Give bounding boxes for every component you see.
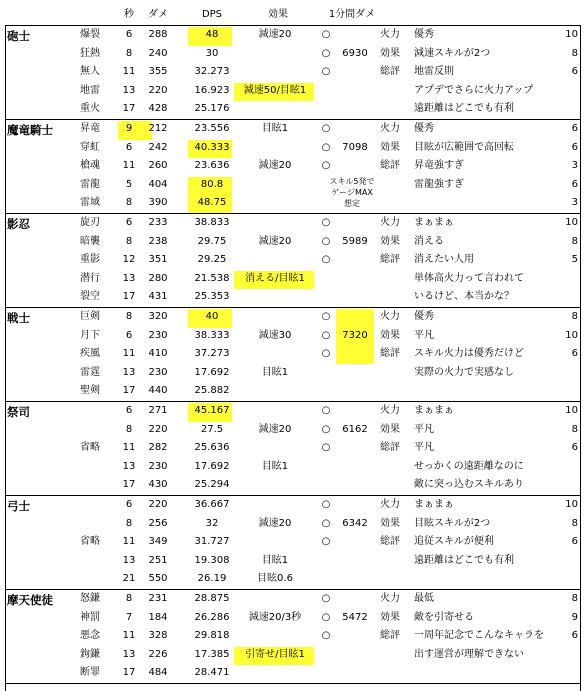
rating-number: 6: [571, 66, 578, 77]
rating-number: 6: [571, 141, 578, 153]
dps-value: 16.923: [194, 84, 230, 96]
rating-number: 9: [571, 611, 578, 623]
per-minute-damage: 7098: [342, 141, 368, 153]
group-name: 摩天使徒: [7, 593, 53, 607]
note-label: 総評: [380, 442, 400, 453]
dps-value: 40.333: [194, 141, 230, 153]
note-label: 効果: [380, 329, 400, 341]
dps-value: 40: [205, 311, 219, 322]
note-label: 効果: [380, 235, 400, 247]
per-minute-damage: 6930: [342, 47, 368, 59]
skill-name: 省略: [80, 442, 100, 453]
cooldown-sec: 6: [125, 499, 133, 510]
skill-name: 裂空: [80, 291, 100, 302]
note-text: せっかくの遠距離なのに: [414, 460, 524, 472]
cooldown-sec: 13: [122, 84, 136, 96]
skill-name: 無人: [80, 66, 100, 77]
effect: 目眩1: [261, 366, 289, 378]
group-name: 砲士: [7, 29, 30, 43]
rating-number: 8: [571, 235, 578, 247]
circle-mark: ○: [321, 47, 331, 59]
per-minute-damage: 7320: [342, 329, 368, 341]
cooldown-sec: 11: [122, 66, 136, 77]
skill-name: 重火: [80, 103, 100, 114]
rating-number: 8: [571, 423, 578, 435]
note-text: 優秀: [414, 123, 434, 134]
frame-right: [580, 25, 581, 691]
effect: 目眩0.6: [257, 573, 293, 584]
skill-name: 地雷: [80, 84, 100, 96]
circle-mark: ○: [321, 123, 331, 134]
dps-value: 28.875: [194, 593, 230, 604]
dps-value: 45.167: [194, 405, 230, 416]
note-label: 火力: [380, 593, 400, 604]
note-text: 地雷反則: [414, 66, 454, 77]
cooldown-sec: 8: [125, 593, 133, 604]
damage: 428: [148, 103, 168, 114]
note-text: 昇竜強すぎ: [414, 160, 464, 171]
group-name: 魔竜騎士: [7, 123, 53, 137]
group-divider: [5, 401, 581, 402]
note-label: 火力: [380, 499, 400, 510]
damage: 288: [148, 29, 168, 40]
per-minute-note: ゲージMAX: [331, 187, 373, 197]
skill-name: 悪念: [80, 630, 100, 641]
header-sec: 秒: [124, 9, 134, 20]
note-text: いるけど、本当かな？: [414, 291, 514, 302]
note-text: 減速スキルが2つ: [414, 47, 491, 59]
skill-name: 神罰: [80, 611, 100, 623]
rating-number: 10: [565, 217, 578, 228]
note-label: 火力: [380, 217, 400, 228]
rating-number: 5: [571, 254, 578, 265]
note-text: 雷龍強すぎ: [414, 178, 464, 190]
skill-name: 疾風: [80, 348, 100, 359]
cooldown-sec: 11: [122, 536, 136, 547]
note-text: 平凡: [414, 329, 434, 341]
dps-value: 36.667: [194, 499, 230, 510]
damage: 431: [148, 291, 168, 302]
dps-value: 17.692: [194, 460, 230, 472]
note-label: 効果: [380, 517, 400, 529]
effect: 減速20: [258, 29, 292, 40]
note-text: アプデでさらに火力アップ: [414, 84, 534, 96]
circle-mark: ○: [321, 254, 331, 265]
cooldown-sec: 11: [122, 630, 136, 641]
damage: 212: [148, 123, 168, 134]
note-label: 効果: [380, 423, 400, 435]
circle-mark: ○: [321, 348, 331, 359]
damage: 328: [148, 630, 168, 641]
skill-name: 巨剣: [80, 311, 100, 322]
circle-mark: ○: [321, 593, 331, 604]
damage: 242: [148, 141, 168, 153]
per-minute-damage: 5989: [342, 235, 368, 247]
note-label: 総評: [380, 160, 400, 171]
effect: 目眩1: [261, 554, 289, 566]
note-text: 敵を引寄せる: [414, 611, 474, 623]
frame-bottom: [5, 683, 581, 684]
dps-value: 23.636: [194, 160, 230, 171]
group-divider: [5, 307, 581, 308]
circle-mark: ○: [321, 329, 331, 341]
note-text: 平凡: [414, 423, 434, 435]
effect: 目眩1: [261, 460, 289, 472]
damage: 430: [148, 479, 168, 490]
cooldown-sec: 13: [122, 460, 136, 472]
damage: 351: [148, 254, 168, 265]
circle-mark: ○: [321, 29, 331, 40]
circle-mark: ○: [321, 66, 331, 77]
note-text: 平凡: [414, 442, 434, 453]
skill-name: 爆裂: [80, 29, 100, 40]
cooldown-sec: 17: [122, 291, 136, 302]
damage: 404: [148, 178, 168, 190]
cooldown-sec: 11: [122, 348, 136, 359]
skill-name: 重影: [80, 254, 100, 265]
rating-number: 8: [571, 311, 578, 322]
damage: 410: [148, 348, 168, 359]
damage: 320: [148, 311, 168, 322]
group-divider: [5, 495, 581, 496]
dps-value: 38.333: [194, 329, 230, 341]
cooldown-sec: 13: [122, 648, 136, 660]
circle-mark: ○: [321, 611, 331, 623]
note-text: 単体高火力って言われて: [414, 272, 524, 284]
note-text: 一周年記念でこんなキャラを: [414, 630, 544, 641]
note-label: 総評: [380, 630, 400, 641]
cooldown-sec: 17: [122, 479, 136, 490]
skill-name: 暗襲: [80, 235, 100, 247]
damage: 226: [148, 648, 168, 660]
circle-mark: ○: [321, 536, 331, 547]
rating-number: 6: [571, 178, 578, 190]
dps-value: 25.294: [194, 479, 230, 490]
effect: 消える/目眩1: [245, 272, 305, 284]
effect: 減速20: [258, 160, 292, 171]
rating-number: 10: [565, 405, 578, 416]
note-text: 目眩スキルが2つ: [414, 517, 491, 529]
dps-value: 26.19: [197, 573, 227, 584]
rating-number: 10: [565, 499, 578, 510]
circle-mark: ○: [321, 499, 331, 510]
cooldown-sec: 17: [122, 667, 136, 678]
circle-mark: ○: [321, 235, 331, 247]
rating-number: 8: [571, 517, 578, 529]
group-divider: [5, 25, 581, 26]
cooldown-sec: 8: [125, 423, 133, 435]
cooldown-sec: 6: [125, 141, 133, 153]
dps-value: 26.286: [194, 611, 230, 623]
cooldown-sec: 11: [122, 160, 136, 171]
note-text: 遠距離はどこでも有利: [414, 103, 514, 114]
skill-name: 怒鎌: [80, 593, 100, 604]
skill-name: 潜行: [80, 272, 100, 284]
note-text: まぁまぁ: [414, 405, 454, 416]
circle-mark: ○: [321, 311, 331, 322]
cooldown-sec: 6: [125, 29, 133, 40]
damage: 233: [148, 217, 168, 228]
note-text: 優秀: [414, 311, 434, 322]
header-effect: 効果: [268, 9, 288, 20]
skill-name: 月下: [80, 329, 100, 341]
skill-name: 聖剣: [80, 385, 100, 396]
note-text: 追従スキルが便利: [414, 536, 494, 547]
rating-number: 6: [571, 442, 578, 453]
effect: 目眩1: [261, 123, 289, 134]
note-label: 効果: [380, 141, 400, 153]
rating-number: 3: [571, 197, 578, 208]
cooldown-sec: 13: [122, 272, 136, 284]
dps-value: 80.8: [200, 178, 224, 190]
damage: 220: [148, 84, 168, 96]
damage: 390: [148, 197, 168, 208]
skill-name: 雷域: [80, 197, 100, 208]
note-text: 出す運営が理解できない: [414, 648, 524, 660]
note-text: 敵に突っ込むスキルあり: [414, 479, 524, 490]
effect: 減速20: [258, 517, 292, 529]
damage: 240: [148, 47, 168, 59]
note-label: 火力: [380, 311, 400, 322]
cooldown-sec: 6: [125, 217, 133, 228]
cooldown-sec: 11: [122, 442, 136, 453]
circle-mark: ○: [321, 442, 331, 453]
damage: 230: [148, 366, 168, 378]
rating-number: 6: [571, 123, 578, 134]
dps-value: 19.308: [194, 554, 230, 566]
skill-name: 穿虹: [80, 141, 100, 153]
rating-number: 6: [571, 536, 578, 547]
group-name: 戦士: [7, 311, 30, 325]
dps-value: 29.75: [197, 235, 227, 247]
note-text: 遠距離はどこでも有利: [414, 554, 514, 566]
damage: 440: [148, 385, 168, 396]
note-label: 効果: [380, 611, 400, 623]
dps-value: 17.692: [194, 366, 230, 378]
group-divider: [5, 589, 581, 590]
circle-mark: ○: [321, 217, 331, 228]
circle-mark: ○: [321, 630, 331, 641]
dps-value: 17.385: [194, 648, 230, 660]
note-text: スキル火力は優秀だけど: [414, 348, 524, 359]
per-minute-note: スキル5発で: [329, 176, 375, 186]
dps-value: 21.538: [194, 272, 230, 284]
damage: 282: [148, 442, 168, 453]
circle-mark: ○: [321, 160, 331, 171]
header-dps: DPS: [201, 9, 223, 20]
note-text: まぁまぁ: [414, 217, 454, 228]
group-name: 祭司: [7, 405, 30, 419]
effect: 減速30: [258, 329, 292, 341]
effect: 減速20/3秒: [248, 611, 302, 623]
cooldown-sec: 8: [125, 311, 133, 322]
note-label: 総評: [380, 66, 400, 77]
effect: 減速50/目眩1: [243, 84, 307, 96]
dps-value: 29.818: [194, 630, 230, 641]
damage: 484: [148, 667, 168, 678]
damage: 230: [148, 329, 168, 341]
cooldown-sec: 13: [122, 366, 136, 378]
cooldown-sec: 21: [122, 573, 136, 584]
damage: 220: [148, 499, 168, 510]
frame-left: [5, 25, 6, 691]
note-label: 火力: [380, 123, 400, 134]
damage: 349: [148, 536, 168, 547]
dps-value: 28.471: [194, 667, 230, 678]
group-divider: [5, 213, 581, 214]
skill-name: 旋刃: [80, 217, 100, 228]
per-minute-note: 想定: [344, 198, 360, 208]
skill-name: 省略: [80, 536, 100, 547]
skill-name: 雷霆: [80, 366, 100, 378]
cooldown-sec: 6: [125, 405, 133, 416]
note-text: 実際の火力で実感なし: [414, 366, 514, 378]
per-minute-damage: 6342: [342, 517, 368, 529]
note-label: 総評: [380, 348, 400, 359]
note-text: 優秀: [414, 29, 434, 40]
skill-name: 狂熱: [80, 47, 100, 59]
cooldown-sec: 6: [125, 329, 133, 341]
dps-value: 30: [205, 47, 219, 59]
rating-number: 8: [571, 593, 578, 604]
circle-mark: ○: [321, 405, 331, 416]
effect: 減速20: [258, 423, 292, 435]
skill-name: 槍魂: [80, 160, 100, 171]
note-text: 目眩が広範囲で高回転: [414, 141, 514, 153]
damage: 251: [148, 554, 168, 566]
note-label: 総評: [380, 254, 400, 265]
dps-value: 48: [205, 29, 219, 40]
cooldown-sec: 8: [125, 47, 133, 59]
circle-mark: ○: [321, 141, 331, 153]
cooldown-sec: 7: [125, 611, 133, 623]
circle-mark: ○: [321, 517, 331, 529]
dps-value: 48.75: [197, 197, 227, 208]
header-damage: ダメ: [148, 9, 168, 20]
damage: 550: [148, 573, 168, 584]
cooldown-sec: 17: [122, 385, 136, 396]
damage: 238: [148, 235, 168, 247]
skill-name: 雷龍: [80, 178, 100, 190]
header-per-minute: 1分間ダメ: [328, 9, 376, 20]
damage: 256: [148, 517, 168, 529]
damage: 231: [148, 593, 168, 604]
dps-value: 23.556: [194, 123, 230, 134]
damage: 260: [148, 160, 168, 171]
damage: 230: [148, 460, 168, 472]
note-text: 消えたい人用: [414, 254, 474, 265]
rating-number: 6: [571, 630, 578, 641]
circle-mark: ○: [321, 423, 331, 435]
skill-name: 鉤鎌: [80, 648, 100, 660]
group-divider: [5, 119, 581, 120]
rating-number: 6: [571, 348, 578, 359]
note-text: 消える: [414, 235, 444, 247]
dps-value: 37.273: [194, 348, 230, 359]
rating-number: 8: [571, 47, 578, 59]
effect: 減速20: [258, 235, 292, 247]
skill-name: 断罪: [80, 667, 100, 678]
damage: 220: [148, 423, 168, 435]
note-text: まぁまぁ: [414, 499, 454, 510]
cooldown-sec: 8: [125, 235, 133, 247]
note-text: 最低: [414, 593, 434, 604]
cooldown-sec: 12: [122, 254, 136, 265]
rating-number: 3: [571, 160, 578, 171]
dps-value: 31.727: [194, 536, 230, 547]
rating-number: 10: [565, 29, 578, 40]
cooldown-sec: 5: [125, 178, 133, 190]
cooldown-sec: 13: [122, 554, 136, 566]
dps-value: 38.833: [194, 217, 230, 228]
damage: 184: [148, 611, 168, 623]
skill-name: 昇竜: [80, 123, 100, 134]
rating-number: 10: [565, 329, 578, 341]
dps-value: 25.176: [194, 103, 230, 114]
dps-value: 29.25: [197, 254, 227, 265]
note-label: 効果: [380, 47, 400, 59]
per-minute-damage: 5472: [342, 611, 368, 623]
cooldown-sec: 9: [125, 123, 133, 134]
dps-value: 32.273: [194, 66, 230, 77]
damage: 271: [148, 405, 168, 416]
dps-value: 25.882: [194, 385, 230, 396]
dps-value: 32: [205, 517, 219, 529]
group-name: 影忍: [7, 217, 30, 231]
per-minute-damage: 6162: [342, 423, 368, 435]
group-name: 弓士: [7, 499, 30, 513]
cooldown-sec: 8: [125, 517, 133, 529]
dps-value: 25.353: [194, 291, 230, 302]
damage: 355: [148, 66, 168, 77]
note-label: 火力: [380, 29, 400, 40]
dps-value: 25.636: [194, 442, 230, 453]
note-label: 火力: [380, 405, 400, 416]
effect: 引寄せ/目眩1: [245, 648, 305, 660]
note-label: 総評: [380, 536, 400, 547]
cooldown-sec: 8: [125, 197, 133, 208]
dps-value: 27.5: [200, 423, 224, 435]
cooldown-sec: 17: [122, 103, 136, 114]
damage: 280: [148, 272, 168, 284]
